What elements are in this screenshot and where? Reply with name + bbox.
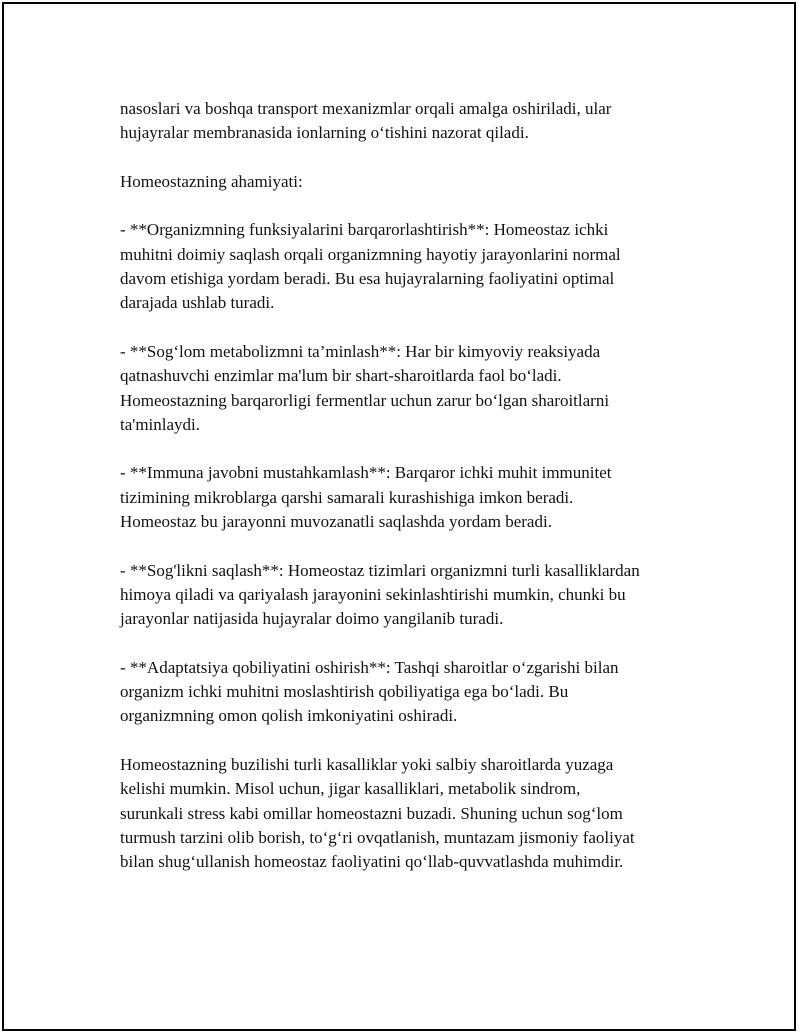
text-line: Homeostaz bu jarayonni muvozanatli saqlashda yordam beradi. [120, 512, 552, 532]
text-line: muhitni doimiy saqlash orqali organizmning hayotiy jarayonlarini normal [120, 244, 621, 264]
text-line: kelishi mumkin. Misol uchun, jigar kasalliklari, metabolik sindrom, [120, 779, 581, 799]
text-line: - **Sog'likni saqlash**: Homeostaz tizimlari organizmni turli kasalliklardan [120, 560, 640, 580]
text-line: tizimining mikroblarga qarshi samarali kurashishiga imkon beradi. [120, 487, 574, 507]
section-heading [120, 170, 700, 194]
text-line: - **Organizmning funksiyalarini barqarorlashtirish**: Homeostaz ichki [120, 220, 609, 240]
list-item-metabolism [120, 340, 700, 437]
text-line: organizm ichki muhitni moslashtirish qobiliyatiga ega bo‘ladi. Bu [120, 682, 569, 702]
text-line: nasoslari va boshqa transport mexanizmlar orqali amalga oshiriladi, ular [120, 99, 612, 118]
text-line: davom etishiga yordam beradi. Bu esa hujayralarning faoliyatini optimal [120, 269, 615, 289]
text-line: - **Adaptatsiya qobiliyatini oshirish**: Tashqi sharoitlar o‘zgarishi bilan [120, 657, 619, 677]
list-item-health [120, 559, 700, 632]
list-item-immune [120, 461, 700, 534]
text-line: Homeostazning barqarorligi fermentlar uchun zarur bo‘lgan sharoitlarni [120, 390, 610, 410]
page-frame [2, 2, 796, 1031]
list-item-stabilization [120, 218, 700, 315]
text-line: - **Immuna javobni mustahkamlash**: Barqaror ichki muhit immunitet [120, 463, 612, 483]
text-line: turmush tarzini olib borish, to‘g‘ri ovqatlanish, muntazam jismoniy faoliyat [120, 827, 635, 847]
text-line: organizmning omon qolish imkoniyatini oshiradi. [120, 706, 458, 726]
text-line: surunkali stress kabi omillar homeostazni buzadi. Shuning uchun sog‘lom [120, 803, 623, 823]
document-body [120, 97, 700, 899]
paragraph-conclusion [120, 753, 700, 874]
text-line: jarayonlar natijasida hujayralar doimo yangilanib turadi. [120, 609, 504, 629]
text-line: qatnashuvchi enzimlar ma'lum bir shart-sharoitlarda faol bo‘ladi. [120, 366, 562, 386]
text-line: Homeostazning buzilishi turli kasalliklar yoki salbiy sharoitlarda yuzaga [120, 755, 614, 775]
text-line: hujayralar membranasida ionlarning o‘tishini nazorat qiladi. [120, 123, 529, 143]
text-line: himoya qiladi va qariyalash jarayonini sekinlashtirishi mumkin, chunki bu [120, 584, 626, 604]
list-item-adaptation [120, 656, 700, 729]
text-line: darajada ushlab turadi. [120, 293, 275, 313]
text-line: Homeostazning ahamiyati: [120, 171, 303, 191]
text-line: - **Sog‘lom metabolizmni ta’minlash**: Har bir kimyoviy reaksiyada [120, 341, 601, 361]
text-line: ta'minlaydi. [120, 414, 201, 434]
paragraph-intro-continuation [120, 97, 700, 146]
text-line: bilan shug‘ullanish homeostaz faoliyatini qo‘llab-quvvatlashda muhimdir. [120, 852, 624, 872]
